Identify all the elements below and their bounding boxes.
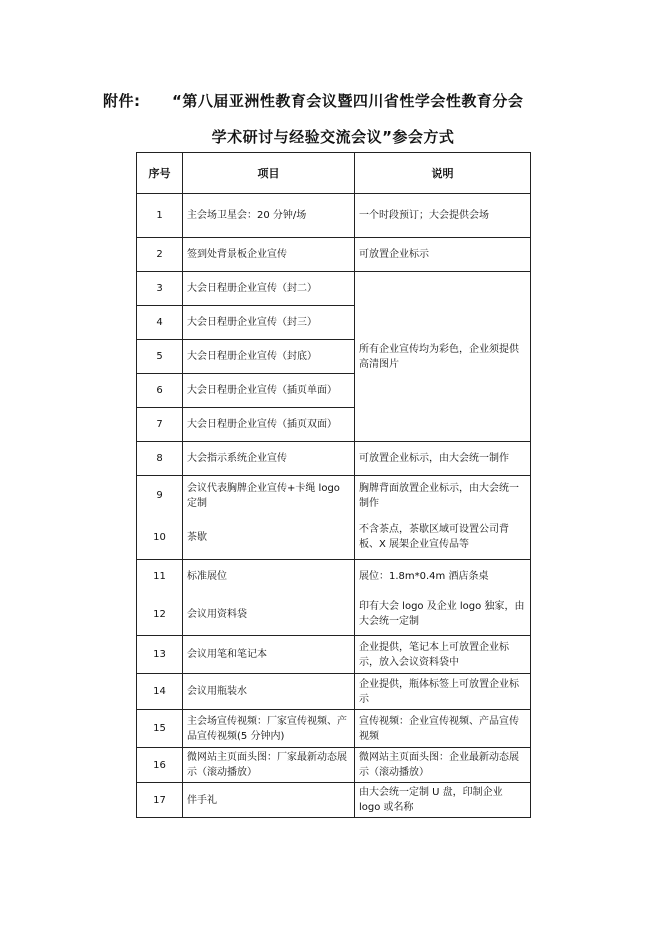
row-desc: 印有大会 logo 及企业 logo 独家，由大会统一定制 [355,594,531,636]
row-desc: 企业提供，瓶体标签上可放置企业标示 [355,674,531,710]
document-title-line2: 学术研讨与经验交流会议”参会方式 [211,128,455,146]
column-header-item: 项目 [183,153,355,194]
row-no: 4 [137,306,183,340]
row-no: 7 [137,408,183,442]
table-row [137,748,531,783]
title-text-line1: “第八届亚洲性教育会议暨四川省性学会性教育分会 [172,92,524,110]
row-item: 主会场宣传视频：厂家宣传视频、产品宣传视频(5 分钟内) [183,710,355,748]
row-item: 标准展位 [183,560,355,594]
row-no: 13 [137,636,183,674]
row-no: 3 [137,272,183,306]
row-desc: 企业提供，笔记本上可放置企业标示，放入会议资料袋中 [355,636,531,674]
table-row [137,674,531,710]
table-row [137,476,531,516]
row-item: 主会场卫星会：20 分钟/场 [183,194,355,238]
row-item: 会议用瓶装水 [183,674,355,710]
row-item: 大会日程册企业宣传（封底） [183,340,355,374]
row-item: 茶歇 [183,516,355,560]
row-no: 15 [137,710,183,748]
row-item: 大会日程册企业宣传（插页单面） [183,374,355,408]
row-desc: 一个时段预订；大会提供会场 [355,194,531,238]
row-no: 8 [137,442,183,476]
row-no: 12 [137,594,183,636]
row-no: 11 [137,560,183,594]
row-desc: 展位：1.8m*0.4m 酒店条桌 [355,560,531,594]
row-no: 9 [137,476,183,516]
table-row [137,636,531,674]
row-item: 大会日程册企业宣传（插页双面） [183,408,355,442]
row-item: 大会日程册企业宣传（封二） [183,272,355,306]
row-no: 16 [137,748,183,783]
row-desc: 宣传视频：企业宣传视频、产品宣传视频 [355,710,531,748]
row-desc: 不含茶点，茶歇区域可设置公司背板、X 展架企业宣传品等 [355,516,531,560]
row-no: 2 [137,238,183,272]
row-desc: 可放置企业标示 [355,238,531,272]
row-desc: 微网站主页面头图：企业最新动态展示（滚动播放） [355,748,531,783]
row-desc: 胸牌背面放置企业标示，由大会统一制作 [355,476,531,516]
row-item: 签到处背景板企业宣传 [183,238,355,272]
column-header-no: 序号 [137,153,183,194]
attachment-label: 附件: [103,92,141,110]
row-item: 大会日程册企业宣传（封三） [183,306,355,340]
row-desc: 由大会统一定制 U 盘，印制企业 logo 或名称 [355,783,531,818]
row-desc-merged: 所有企业宣传均为彩色，企业须提供高清图片 [355,272,531,442]
row-desc: 可放置企业标示，由大会统一制作 [355,442,531,476]
row-no: 1 [137,194,183,238]
table-row [137,560,531,594]
table-row [137,272,531,306]
row-no: 5 [137,340,183,374]
table-row [137,783,531,818]
table-row [137,710,531,748]
table-header-row [137,153,531,194]
row-item: 会议用资料袋 [183,594,355,636]
participation-table [136,152,531,818]
row-no: 14 [137,674,183,710]
table-row [137,442,531,476]
row-no: 17 [137,783,183,818]
row-item: 会议代表胸牌企业宣传+卡绳 logo 定制 [183,476,355,516]
table-row [137,594,531,636]
column-header-desc: 说明 [355,153,531,194]
table-row [137,516,531,560]
row-item: 伴手礼 [183,783,355,818]
row-item: 会议用笔和笔记本 [183,636,355,674]
table-row [137,238,531,272]
row-item: 大会指示系统企业宣传 [183,442,355,476]
row-no: 6 [137,374,183,408]
row-item: 微网站主页面头图：厂家最新动态展示（滚动播放） [183,748,355,783]
table-row [137,194,531,238]
row-no: 10 [137,516,183,560]
